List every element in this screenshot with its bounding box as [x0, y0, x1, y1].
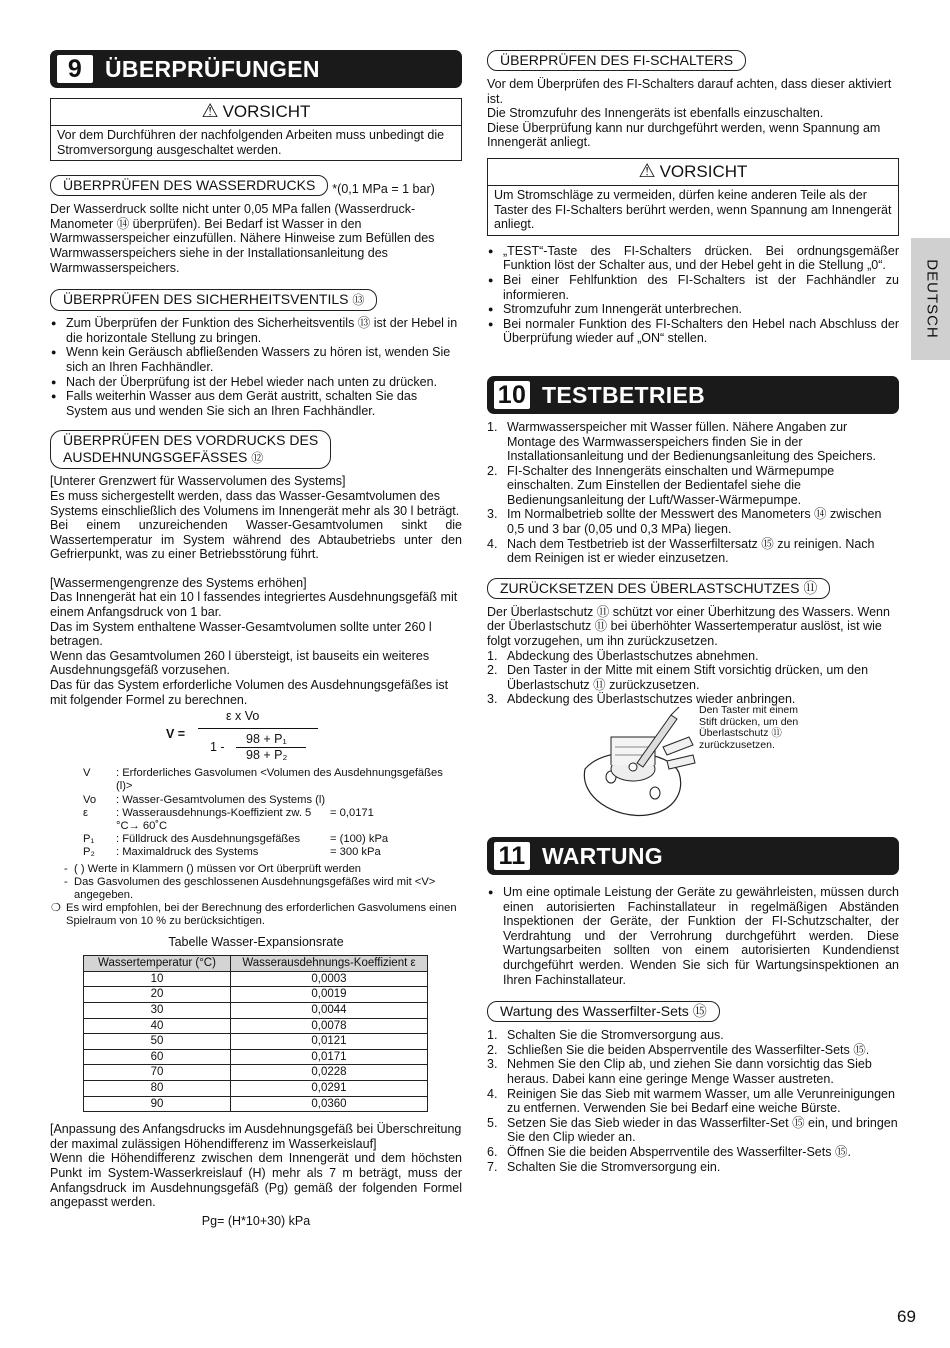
valve-heading-ref: ⑬	[352, 293, 365, 308]
item-text: Abdeckung des Überlastschutzes abnehmen.	[507, 648, 759, 663]
definition-symbol: P₁	[83, 833, 95, 846]
list-item	[487, 649, 899, 664]
list-item	[487, 1087, 899, 1116]
table-cell: 0,0228	[231, 1065, 428, 1081]
list-item: ● Um eine optimale Leistung der Geräte zu gewährleisten, müssen durch einen autorisierten Fachinstallateur in regelmäßigen Abständen Inspektionen der Geräte, der Funktion der FI-Schutzschalter, der Verdrahtung und der Verrohrung durchgeführt werden. Diese Wartungsarbeiten sollten von einem autorisierten Kundendienst durchgeführt werden. Wenden Sie sich für Wartungsinspektionen an Ihren Fachinstallateur.	[487, 885, 899, 987]
valve-heading	[50, 289, 377, 311]
rcd-caution-title: VORSICHT	[659, 161, 748, 181]
item-text: FI-Schalter des Innengeräts einschalten und Wärmepumpe einschalten. Zum Einstellen der Bedientafel siehe die Bedienungsanleitung der Luft/Wasser-Wärmepumpe.	[507, 463, 835, 507]
list-item	[487, 1160, 899, 1175]
filter-heading-row	[487, 1001, 899, 1022]
list-item: ● Bei normaler Funktion des FI-Schalters den Hebel nach Abschluss der Überprüfung wieder auf „ON“ stellen.	[487, 317, 899, 346]
section-11-title: WARTUNG	[542, 842, 663, 869]
item-text: Öffnen Sie die beiden Absperrventile des Wasserfilter-Sets ⑮.	[507, 1144, 851, 1159]
item-number: 3.	[487, 1057, 498, 1072]
list-item	[487, 537, 899, 566]
table-cell: 80	[84, 1081, 231, 1097]
pressure-heading: ÜBERPRÜFEN DES WASSERDRUCKS	[50, 175, 328, 196]
section-11-number: 11	[494, 842, 530, 870]
item-text: Reinigen Sie das Sieb mit warmem Wasser, um alle Verunreinigungen zu entfernen. Verwenden Sie bei Bedarf eine weiche Bürste.	[507, 1086, 895, 1116]
table-row	[84, 1034, 428, 1050]
item-text: Nehmen Sie den Clip ab, und ziehen Sie dann vorsichtig das Sieb heraus. Dabei kann eine geringe Menge Wasser austreten.	[507, 1057, 872, 1086]
rcd-caution-box	[487, 158, 899, 236]
definition-value: = 300 kPa	[330, 846, 381, 859]
valve-list	[50, 316, 462, 418]
formula-fraction-bar	[198, 728, 318, 729]
dash-note-text: Das Gasvolumen des geschlossenen Ausdehnungsgefäßes wird mit <V> angegeben.	[74, 875, 436, 902]
item-number: 2.	[487, 1042, 498, 1057]
section-9-header	[50, 50, 462, 88]
table-cell: 90	[84, 1096, 231, 1112]
list-item	[487, 692, 899, 707]
overload-heading-row	[487, 578, 899, 599]
item-number: 5.	[487, 1115, 498, 1130]
table-cell: 0,0078	[231, 1018, 428, 1034]
definition-symbol: ε	[83, 806, 88, 819]
definition-desc: : Erforderliches Gasvolumen <Volumen des Ausdehnungsgefäßes (l)>	[116, 767, 443, 793]
caution-title: VORSICHT	[222, 102, 311, 121]
table-cell: 0,0171	[231, 1049, 428, 1065]
table-cell: 70	[84, 1065, 231, 1081]
list-item	[487, 1043, 899, 1058]
overload-heading-label: ZURÜCKSETZEN DES ÜBERLASTSCHUTZES	[500, 579, 800, 596]
list-item: ● „TEST“-Taste des FI-Schalters drücken. Bei ordnungsgemäßer Funktion löst der Schalter aus, und der Hebel geht in die Stellung „0“.	[487, 244, 899, 273]
table-row	[84, 1049, 428, 1065]
table-cell: 0,0003	[231, 971, 428, 987]
table-cell: 20	[84, 987, 231, 1003]
rcd-list	[487, 244, 899, 346]
warning-triangle-icon: ⚠	[638, 160, 656, 182]
table-row	[84, 971, 428, 987]
dash-note: - ( ) Werte in Klammern () müssen vor Ort überprüft werden	[64, 862, 362, 875]
pg-formula: Pg= (H*10+30) kPa	[201, 1213, 311, 1228]
overload-text: Der Überlastschutz ⑪ schützt vor einer Überhitzung des Wassers. Wenn der Überlastschutz ⑪ bei überhöhter Wassertemperatur auslöst, ist wie folgt vorzugehen, um ihn zurückzusetzen.	[487, 604, 890, 649]
vessel-heading-ref: ⑫	[251, 451, 264, 466]
definition-row	[50, 767, 462, 793]
right-column	[487, 50, 899, 1174]
language-tab-label: DEUTSCH	[922, 259, 940, 339]
table-cell: 50	[84, 1034, 231, 1050]
list-item: ● Bei einer Fehlfunktion des FI-Schalters ist der Fachhändler zu informieren.	[487, 273, 899, 302]
table-row	[84, 1065, 428, 1081]
list-item: ● Falls weiterhin Wasser aus dem Gerät austritt, schalten Sie das System aus und wenden Sie sich an Ihren Fachhändler.	[50, 389, 462, 418]
overload-heading-ref: ⑪	[803, 579, 818, 596]
list-item: ● Wenn kein Geräusch abfließenden Wassers zu hören ist, wenden Sie sich an Ihren Fachhändler.	[50, 345, 462, 374]
vessel-para-3: [Wassermengengrenze des Systems erhöhen] Das Innengerät hat ein 10 l fassendes integriertes Ausdehnungsgefäß mit einem Anfangsdruck von 1 bar. Das im System enthaltene Wasser-Gesamtvolumen sollte unter 260 l betragen. Wenn das Gesamtvolumen 260 l übersteigt, ist bauseits ein weiteres Ausdehnungsgefäß vorzusehen. Das für das System erforderliche Volumen des Ausdehnungsgefäßes ist mit folgender Formel zu berechnen.	[50, 575, 458, 707]
definition-desc: : Wasser-Gesamtvolumen des Systems (l)	[116, 793, 326, 806]
definition-symbol: Vo	[83, 793, 97, 806]
list-item: ● Zum Überprüfen der Funktion des Sicherheitsventils ⑬ ist der Hebel in die horizontale Stellung zu bringen.	[50, 316, 462, 345]
section-10-number: 10	[494, 381, 530, 409]
item-text: Abdeckung des Überlastschutzes wieder anbringen.	[507, 692, 796, 707]
item-number: 2.	[487, 463, 498, 478]
list-item: ● Nach der Überprüfung ist der Hebel wieder nach unten zu drücken.	[50, 375, 462, 390]
formula-definitions	[50, 767, 462, 859]
circle-bullet-icon: ❍	[51, 902, 62, 915]
overload-list	[487, 649, 899, 707]
section-11-header	[487, 837, 899, 875]
list-item	[487, 1028, 899, 1043]
formula-one-minus: 1 -	[210, 740, 225, 755]
volume-formula	[50, 711, 462, 765]
expansion-table	[83, 955, 428, 1112]
filter-heading-ref: ⑮	[692, 1003, 707, 1020]
table-cell: 0,0044	[231, 1003, 428, 1019]
table-header-cell: Wasserausdehnungs-Koeffizient ε	[231, 956, 428, 972]
vessel-para-1: [Unterer Grenzwert für Wasservolumen des Systems] Es muss sichergestellt werden, dass das Wasser-Gesamtvolumen des Systems einschließlich des Volumens im Innengerät mehr als 30 l beträgt.	[50, 474, 460, 518]
definition-row	[50, 794, 462, 807]
pressure-heading-row	[50, 175, 462, 196]
overload-heading	[487, 578, 830, 599]
table-cell: 10	[84, 971, 231, 987]
table-header-row	[84, 956, 428, 972]
valve-heading-label: ÜBERPRÜFEN DES SICHERHEITSVENTILS	[63, 291, 349, 308]
filter-heading-label: Wartung des Wasserfilter-Sets	[500, 1003, 689, 1020]
section-10-title: TESTBETRIEB	[542, 381, 706, 408]
item-text: Schalten Sie die Stromversorgung aus.	[507, 1028, 724, 1043]
table-row	[84, 1096, 428, 1112]
formula-inner-denominator: 98 + P₂	[246, 748, 288, 763]
figure-caption: Den Taster mit einem Stift drücken, um den Überlastschutz ⑪ zurückzusetzen.	[699, 704, 799, 751]
definition-desc: : Maximaldruck des Systems	[116, 846, 259, 859]
list-item	[487, 1145, 899, 1160]
overload-protector-illustration	[567, 707, 707, 825]
table-cell: 30	[84, 1003, 231, 1019]
item-number: 1.	[487, 648, 498, 663]
table-row	[84, 1081, 428, 1097]
left-column	[50, 50, 462, 1228]
table-header-cell: Wassertemperatur (°C)	[84, 956, 231, 972]
caution-box	[50, 98, 462, 161]
item-text: Schalten Sie die Stromversorgung ein.	[507, 1159, 721, 1174]
item-number: 1.	[487, 419, 498, 434]
section-9-title: ÜBERPRÜFUNGEN	[105, 55, 320, 82]
vessel-heading-line1: ÜBERPRÜFEN DES VORDRUCKS DES	[63, 432, 319, 449]
definition-symbol: V	[83, 767, 91, 780]
formula-numerator: ε x Vo	[226, 709, 260, 724]
definition-row	[50, 833, 462, 846]
list-item	[487, 464, 899, 508]
definition-row	[50, 846, 462, 859]
dash-note-text: ( ) Werte in Klammern () müssen vor Ort überprüft werden	[74, 862, 362, 875]
pressure-text: Der Wasserdruck sollte nicht unter 0,05 MPa fallen (Wasserdruck-Manometer ⑭ überprüfen). Bei Bedarf ist Wasser in den Warmwasserspeicher einzufüllen. Nähere Hinweise zum Befüllen des Warmwasserspeichers siehe in der Installationsanleitung des Warmwasserspeichers.	[50, 202, 435, 275]
section-9-number: 9	[57, 55, 93, 83]
item-number: 6.	[487, 1144, 498, 1159]
circle-note	[50, 902, 462, 928]
page-number: 69	[897, 1307, 916, 1326]
vessel-para-2: Bei einem unzureichenden Wasser-Gesamtvolumen sinkt die Wassertemperatur im System während des Abtaubetriebs unter den Gefrierpunkt, was zu einer Betriebsstörung führt.	[50, 518, 462, 562]
table-row	[84, 1003, 428, 1019]
dash-note: - Das Gasvolumen des geschlossenen Ausdehnungsgefäßes wird mit <V> angegeben.	[64, 875, 436, 902]
list-item	[487, 663, 899, 692]
item-number: 3.	[487, 507, 498, 522]
item-number: 4.	[487, 536, 498, 551]
definition-symbol: P₂	[83, 846, 95, 859]
formula-notes	[50, 863, 462, 903]
list-item	[487, 420, 899, 464]
list-item	[487, 507, 899, 536]
vessel-heading	[50, 430, 331, 469]
definition-value: = (100) kPa	[330, 833, 389, 846]
table-row	[84, 987, 428, 1003]
rcd-caution-header	[488, 159, 898, 186]
rcd-heading: ÜBERPRÜFEN DES FI-SCHALTERS	[487, 50, 746, 71]
definition-row	[50, 807, 462, 833]
caution-text: Vor dem Durchführen der nachfolgenden Arbeiten muss unbedingt die Stromversorgung ausgeschaltet werden.	[57, 128, 445, 157]
rcd-caution-text: Um Stromschläge zu vermeiden, dürfen keine anderen Teile als der Taster des FI-Schalters berührt werden, wenn Spannung am Innengerät anliegt.	[494, 187, 892, 232]
pressure-unit-note: *(0,1 MPa = 1 bar)	[332, 181, 435, 196]
definition-desc: : Fülldruck des Ausdehnungsgefäßes	[116, 833, 301, 846]
formula-inner-numerator: 98 + P₁	[246, 732, 287, 747]
item-text: Den Taster in der Mitte mit einem Stift vorsichtig drücken, um den Überlastschutz ⑪ zurückzusetzen.	[507, 663, 869, 692]
table-caption: Tabelle Wasser-Expansionsrate	[168, 934, 344, 949]
vessel-heading-row	[50, 430, 462, 469]
definition-value: = 0,0171	[330, 806, 374, 819]
filter-list	[487, 1028, 899, 1174]
caution-header	[51, 99, 461, 126]
overload-figure	[487, 704, 899, 825]
vessel-para-4: [Anpassung des Anfangsdrucks im Ausdehnungsgefäß bei Überschreitung der maximal zulässigen Höhendifferenz im Wasserkeislauf]	[50, 1122, 462, 1151]
table-cell: 60	[84, 1049, 231, 1065]
list-item	[487, 1057, 899, 1086]
table-row	[84, 1018, 428, 1034]
valve-heading-row	[50, 289, 462, 311]
circle-note-text: Es wird empfohlen, bei der Berechnung des erforderlichen Gasvolumens einen Spielraum von 10 % zu berücksichtigen.	[66, 902, 457, 928]
test-run-list	[487, 420, 899, 566]
list-item: ● Stromzufuhr zum Innengerät unterbrechen.	[487, 302, 899, 317]
item-text: Schließen Sie die beiden Absperrventile des Wasserfilter-Sets ⑮.	[507, 1042, 870, 1057]
item-text: Setzen Sie das Sieb wieder in das Wasserfilter-Set ⑮ ein, und bringen Sie den Clip wieder an.	[507, 1115, 898, 1145]
table-cell: 40	[84, 1018, 231, 1034]
item-number: 1.	[487, 1028, 498, 1043]
vessel-para-5: Wenn die Höhendifferenz zwischen dem Innengerät und dem höchsten Punkt im System-Wasserkreislauf (H) mehr als 7 m beträgt, muss der Anfangsdruck im Ausdehnungsgefäß (Pg) gemäß der folgenden Formel angepasst werden.	[50, 1151, 462, 1210]
warning-triangle-icon: ⚠	[201, 101, 219, 122]
language-tab	[911, 238, 950, 360]
item-text: Im Normalbetrieb sollte der Messwert des Manometers ⑭ zwischen 0,5 und 3 bar (0,05 und 0,3 MPa) liegen.	[507, 507, 882, 537]
formula-lhs: V =	[166, 727, 186, 742]
item-number: 2.	[487, 663, 498, 678]
item-text: Warmwasserspeicher mit Wasser füllen. Nähere Angaben zur Montage des Warmwasserspeichers finden Sie in der Installationsanleitung und der Bedienungsanleitung des Speichers.	[507, 419, 877, 464]
table-cell: 0,0121	[231, 1034, 428, 1050]
filter-heading	[487, 1001, 720, 1022]
list-item	[487, 1116, 899, 1145]
maintenance-list	[487, 885, 899, 987]
table-cell: 0,0019	[231, 987, 428, 1003]
table-cell: 0,0291	[231, 1081, 428, 1097]
item-number: 4.	[487, 1086, 498, 1101]
item-number: 3.	[487, 692, 498, 707]
vessel-heading-line2: AUSDEHNUNGSGEFÄSSES	[63, 449, 248, 466]
definition-desc: : Wasserausdehnungs-Koeffizient zw. 5 °C→ 60˚C	[116, 806, 312, 833]
rcd-text: Vor dem Überprüfen des FI-Schalters darauf achten, dass dieser aktiviert ist. Die Stromzufuhr des Innengeräts ist ebenfalls einzuschalten. Diese Überprüfung kann nur durchgeführt werden, wenn Spannung am Innengerät anliegt.	[487, 77, 892, 150]
item-text: Nach dem Testbetrieb ist der Wasserfiltersatz ⑮ zu reinigen. Nach dem Reinigen ist er wieder einzusetzen.	[507, 536, 875, 566]
section-10-header	[487, 376, 899, 414]
table-cell: 0,0360	[231, 1096, 428, 1112]
item-number: 7.	[487, 1159, 498, 1174]
